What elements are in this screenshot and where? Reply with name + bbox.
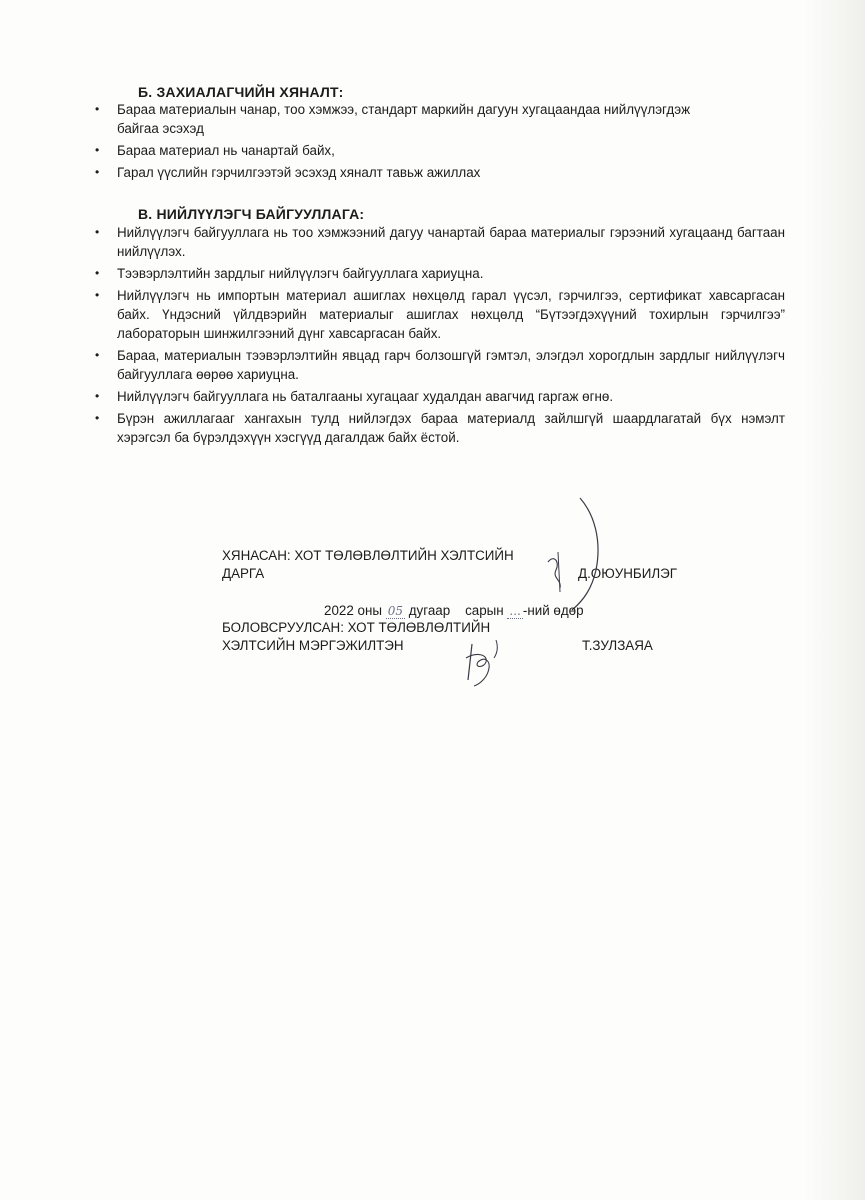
scan-edge-shadow	[805, 0, 865, 1200]
date-month-handwritten: 05	[387, 604, 403, 618]
section-c-list	[90, 223, 785, 450]
approved-title-line1: ХЯНАСАН: ХОТ ТӨЛӨВЛӨЛТИЙН ХЭЛТСИЙН	[222, 548, 514, 563]
preparer-signature	[458, 632, 518, 692]
list-item: • Бүрэн ажиллагааг хангахын тулд нийлэгдэх бараа материалд зайлшгүй шаардлагатай бүх нэмэлт хэрэгсэл ба бүрэлдэхүүн хэсгүүд дагалдаж байх ёстой.	[90, 409, 785, 447]
prepared-title-line1: БОЛОВСРУУЛСАН: ХОТ ТӨЛӨВЛӨЛТИЙН	[222, 620, 491, 635]
list-item: • Бараа, материалын тээвэрлэлтийн явцад гарч болзошгүй гэмтэл, элэгдэл хорогдлын зардлыг нийлүүлэгч байгууллага өөрөө хариуцна.	[90, 346, 785, 384]
section-b-title: Б. ЗАХИАЛАГЧИЙН ХЯНАЛТ:	[138, 84, 344, 100]
section-c-title: В. НИЙЛҮҮЛЭГЧ БАЙГУУЛЛАГА:	[138, 206, 365, 222]
date-month-word: дугаар	[408, 603, 451, 618]
list-item: • Нийлүүлэгч байгууллага нь баталгааны хугацааг худалдан авагчид гаргаж өгнө.	[90, 387, 785, 406]
section-b-list	[90, 100, 730, 185]
date-day-handwritten: ...	[509, 604, 521, 618]
date-year: 2022 оны	[324, 603, 382, 618]
list-item: • Тээвэрлэлтийн зардлыг нийлүүлэгч байгууллага хариуцна.	[90, 264, 785, 283]
prepared-title-line2: ХЭЛТСИЙН МЭРГЭЖИЛТЭН	[222, 638, 404, 653]
date-suffix: -ний өдөр	[522, 603, 584, 618]
list-item: • Гарал үүслийн гэрчилгээтэй эсэхэд хяналт тавьж ажиллах	[90, 163, 730, 182]
list-item: • Бараа материалын чанар, тоо хэмжээ, стандарт маркийн дагуун хугацаандаа нийлүүлэгдэж байгаа эсэхэд	[90, 100, 730, 138]
prepared-name: Т.ЗУЛЗАЯА	[582, 638, 653, 653]
list-item: • Нийлүүлэгч байгууллага нь тоо хэмжээний дагуу чанартай бараа материалыг гэрээний хугацаанд багтаан нийлүүлэх.	[90, 223, 785, 261]
date-day-word: сарын	[465, 603, 504, 618]
date-line	[324, 603, 584, 618]
list-item: • Бараа материал нь чанартай байх,	[90, 141, 730, 160]
approved-name: Д.ОЮУНБИЛЭГ	[578, 566, 677, 581]
list-item: • Нийлүүлэгч нь импортын материал ашиглах нөхцөлд гарал үүсэл, гэрчилгээ, сертификат хавсаргасан байх. Үндэсний үйлдвэрийн материалыг ашиглах нөхцөлд “Бүтээгдэхүүний тохирлын гэрчилгээ” лабораторын шинжилгээний дүнг хавсаргасан байх.	[90, 286, 785, 343]
approved-title-line2: ДАРГА	[222, 566, 265, 581]
